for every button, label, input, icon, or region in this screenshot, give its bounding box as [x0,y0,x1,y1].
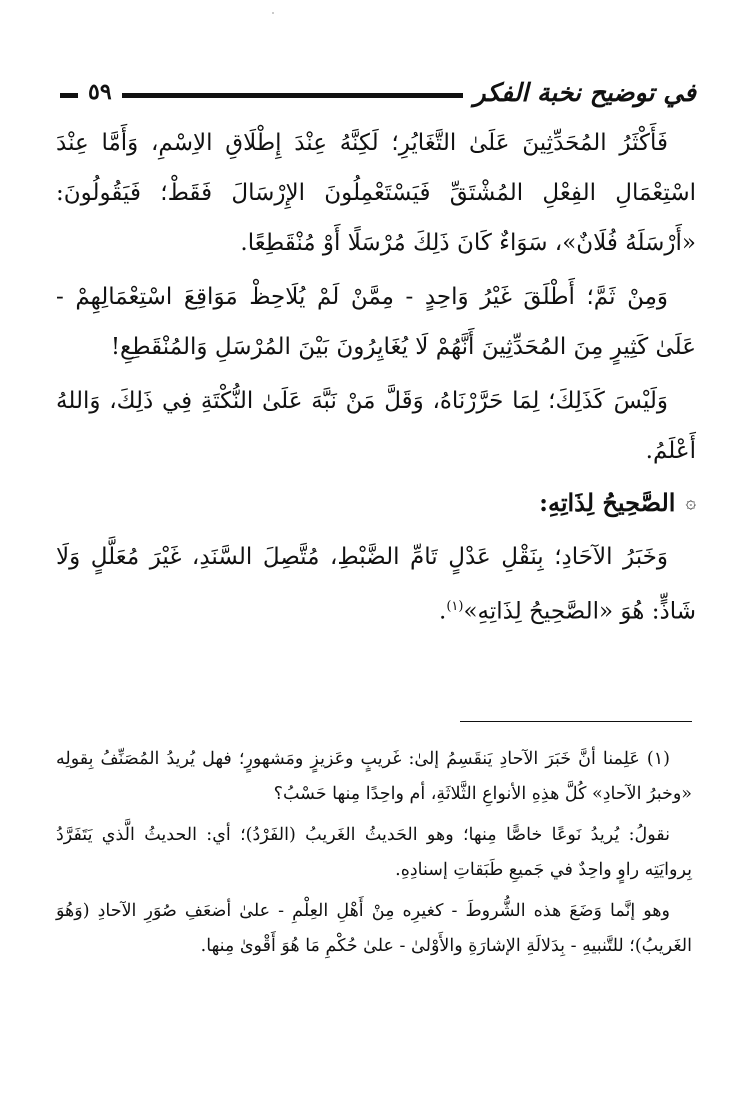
main-text [56,118,696,637]
footnote-1-continued-a: نقولُ: يُريدُ نَوعًا خاصًّا مِنها؛ وهو الحَديثُ الغَريبُ (الفَرْدُ)؛ أي: الحديثُ الَّذي يَتَفَرَّدُ بِروايَتِه راوٍ واحِدٌ في جَميعِ طَبَقاتِ إسنادِهِ. [56,825,692,880]
paragraph-4 [56,532,696,637]
section-title: الصَّحِيحُ لِذَاتِهِ: [539,488,676,517]
header-dash [60,93,78,98]
scan-speck [272,12,274,14]
footnote-separator [460,721,692,722]
ornament-icon: ۞ [685,492,696,513]
paragraph-2: وَمِنْ ثَمَّ؛ أَطْلَقَ غَيْرُ وَاحِدٍ - مِمَّنْ لَمْ يُلَاحِظْ مَوَاقِعَ اسْتِعْمَالِهِمْ - عَلَىٰ كَثِيرٍ مِنَ المُحَدِّثِينَ أَنَّهُمْ لَا يُغَايِرُونَ بَيْنَ المُرْسَلِ وَالمُنْقَطِعِ! [56,284,696,360]
running-header [60,70,696,114]
paragraph-1: فَأَكْثَرُ المُحَدِّثِينَ عَلَىٰ التَّغَايُرِ؛ لَكِنَّهُ عِنْدَ إِطْلَاقِ الاِسْمِ، وَأَمَّا عِنْدَ اسْتِعْمَالِ الفِعْلِ المُشْتَقِّ فَيَسْتَعْمِلُونَ الإِرْسَالَ فَقَطْ؛ فَيَقُولُونَ: «أَرْسَلَهُ فُلَانٌ»، سَوَاءٌ كَانَ ذَلِكَ مُرْسَلًا أَوْ مُنْقَطِعًا. [56,130,696,256]
header-rule [122,93,464,98]
paragraph-3: وَلَيْسَ كَذَلِكَ؛ لِمَا حَرَّرْنَاهُ، وَقَلَّ مَنْ نَبَّهَ عَلَىٰ النُّكْتَةِ فِي ذَلِكَ، وَاللهُ أَعْلَمُ. [56,388,696,464]
page-number: ٥٩ [88,79,112,105]
footnote-1-continued-b: وهو إنَّما وَضَعَ هذه الشُّروطَ - كغيرِه مِنْ أَهْلِ العِلْمِ - علىٰ أضعَفِ صُوَرِ الآحادِ (وَهُوَ الغَريبُ)؛ للتَّنبيهِ - بِدَلالَةِ الإشارَةِ والأَوْلىٰ - علىٰ حُكْمِ مَا هُوَ أَقْوىٰ مِنها. [56,901,692,956]
footnote-reference[interactable]: (١) [446,599,464,614]
book-title: في توضيح نخبة الفكر [473,77,696,107]
paragraph-4-text: وَخَبَرُ الآحَادِ؛ بِنَقْلِ عَدْلٍ تَامِّ الضَّبْطِ، مُتَّصِلَ السَّنَدِ، غَيْرَ مُعَلَّلٍ وَلَا شَاذٍّ: هُوَ «الصَّحِيحُ لِذَاتِهِ» [56,544,696,625]
section-heading [56,482,696,524]
footnote-1: (١) عَلِمنا أنَّ خَبَرَ الآحادِ يَنقَسِمُ إلىٰ: غَريبٍ وعَزيزٍ ومَشهورٍ؛ فهل يُريدُ المُصَنِّفُ بِقولِه «وخبرُ الآحادِ» كُلَّ هذِهِ الأنواعِ الثَّلاثَةِ، أم واحِدًا مِنها حَسْبُ؟ [56,749,692,804]
paragraph-4-end: . [439,598,447,625]
footnotes [56,742,692,970]
